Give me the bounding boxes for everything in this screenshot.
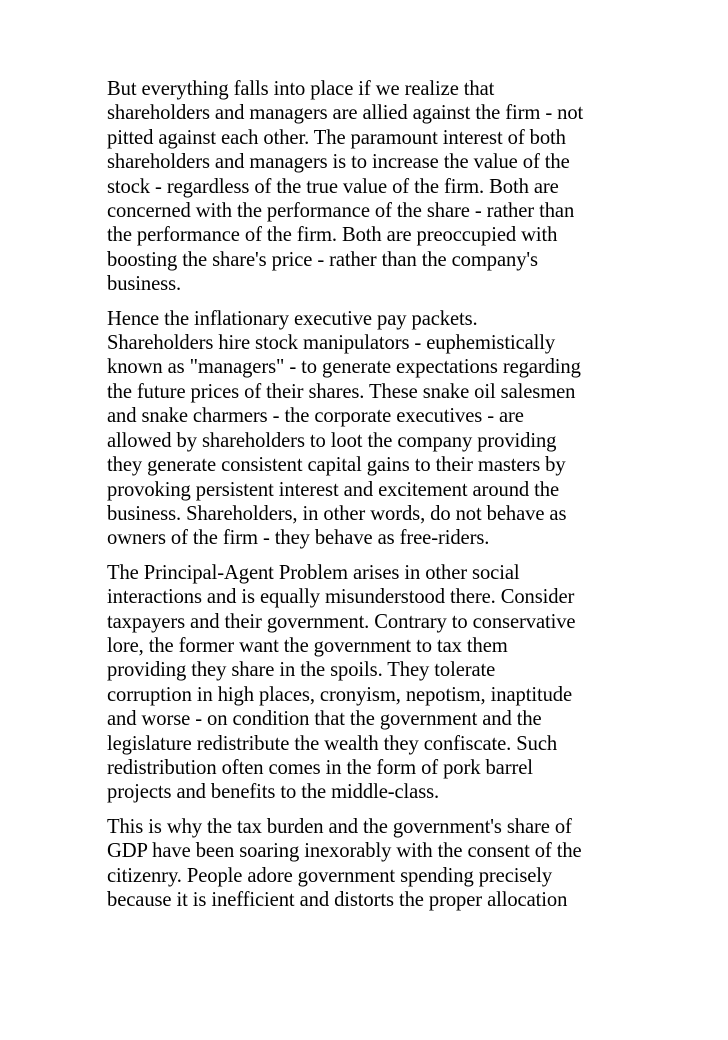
paragraph-principal-agent: The Principal-Agent Problem arises in other social interactions and is equally misunderstood there. Consider taxpayers and their government. Contrary to conservative lore, the former want the government to tax them providing they share in the spoils. They tolerate corruption in high places, cronyism, nepotism, inaptitude and worse - on condition that the government and the legislature redistribute the wealth they confiscate. Such redistribution often comes in the form of pork barrel projects and benefits to the middle-class. <box>107 561 576 804</box>
paragraph-executive-pay: Hence the inflationary executive pay packets. Shareholders hire stock manipulators - euphemistically known as "managers" - to generate expectations regarding the future prices of their shares. These snake oil salesmen and snake charmers - the corporate executives - are allowed by shareholders to loot the company providing they generate consistent capital gains to their masters by provoking persistent interest and excitement around the business. Shareholders, in other words, do not behave as owners of the firm - they behave as free-riders. <box>107 307 581 550</box>
document-page <box>107 77 627 922</box>
paragraph-tax-burden: This is why the tax burden and the government's share of GDP have been soaring inexorably with the consent of the citizenry. People adore government spending precisely because it is inefficient and distorts the proper allocation <box>107 815 582 911</box>
paragraph-shareholders-managers: But everything falls into place if we realize that shareholders and managers are allied against the firm - not pitted against each other. The paramount interest of both shareholders and managers is to increase the value of the stock - regardless of the true value of the firm. Both are concerned with the performance of the share - rather than the performance of the firm. Both are preoccupied with boosting the share's price - rather than the company's business. <box>107 78 584 296</box>
